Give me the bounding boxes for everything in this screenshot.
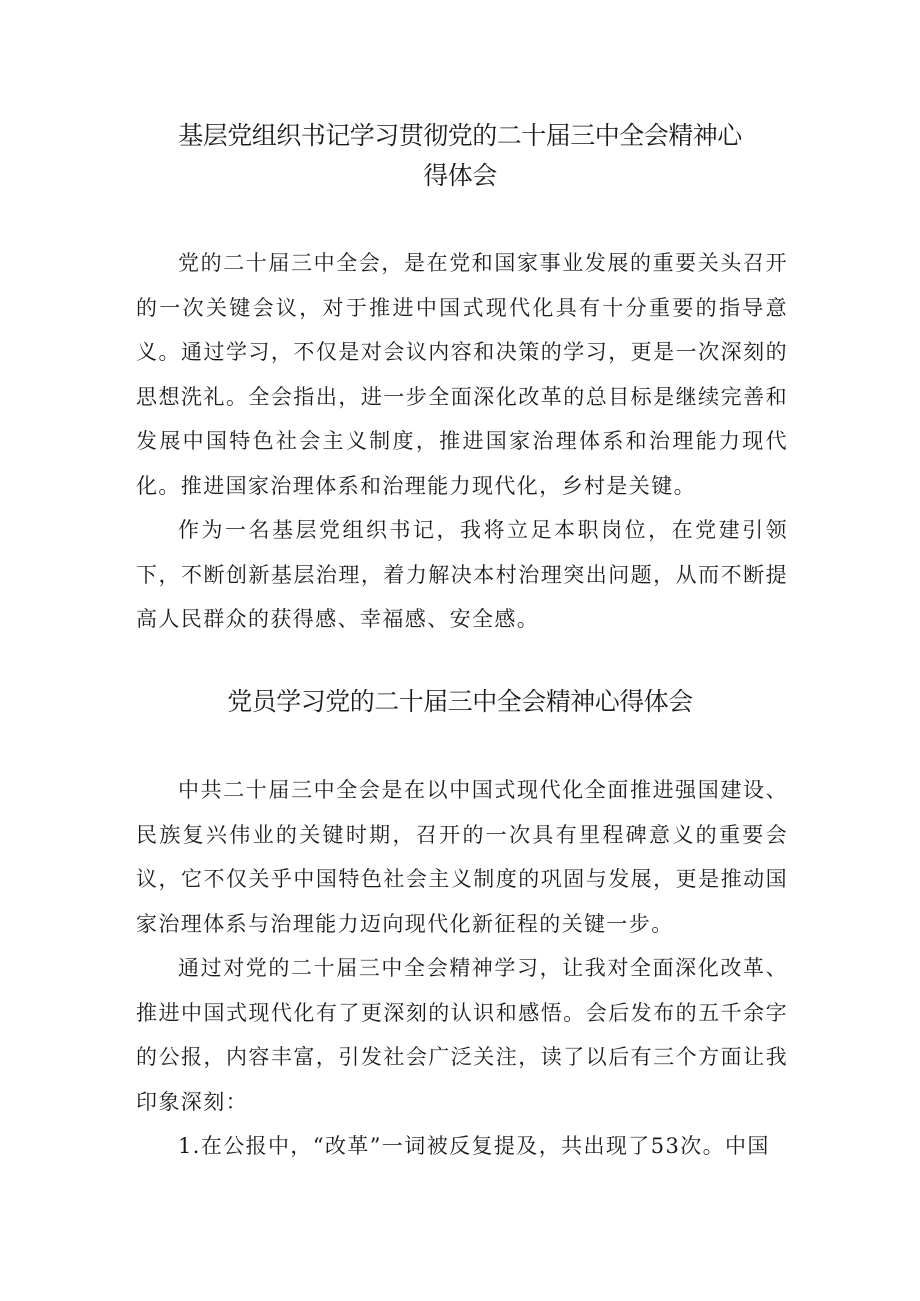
article1-title — [100, 116, 820, 196]
article2-paragraph-2: 通过对党的二十届三中全会精神学习，让我对全面深化改革、推进中国式现代化有了更深刻的认识和感悟。会后发布的五千余字的公报，内容丰富，引发社会广泛关注，读了以后有三个方面让我印象深刻： — [136, 956, 788, 1114]
article2-title: 党员学习党的二十届三中全会精神心得体会 — [227, 687, 693, 716]
article1-title-line1: 基层党组织书记学习贯彻党的二十届三中全会精神心 — [178, 121, 742, 150]
article1-paragraph-2: 作为一名基层党组织书记，我将立足本职岗位，在党建引领下，不断创新基层治理，着力解决本村治理突出问题，从而不断提高人民群众的获得感、幸福感、安全感。 — [136, 518, 788, 631]
article1-paragraph-1: 党的二十届三中全会，是在党和国家事业发展的重要关头召开的一次关键会议，对于推进中国式现代化具有十分重要的指导意义。通过学习，不仅是对会议内容和决策的学习，更是一次深刻的思想洗礼。全会指出，进一步全面深化改革的总目标是继续完善和发展中国特色社会主义制度，推进国家治理体系和治理能力现代化。推进国家治理体系和治理能力现代化，乡村是关键。 — [136, 251, 788, 498]
article2-paragraph-1: 中共二十届三中全会是在以中国式现代化全面推进强国建设、民族复兴伟业的关键时期，召开的一次具有里程碑意义的重要会议，它不仅关乎中国特色社会主义制度的巩固与发展，更是推动国家治理体系与治理能力迈向现代化新征程的关键一步。 — [136, 778, 788, 936]
article1-title-line2: 得体会 — [423, 161, 497, 190]
article2-paragraph-3: 1.在公报中，“改革”一词被反复提及，共出现了53次。中国 — [178, 1134, 770, 1158]
